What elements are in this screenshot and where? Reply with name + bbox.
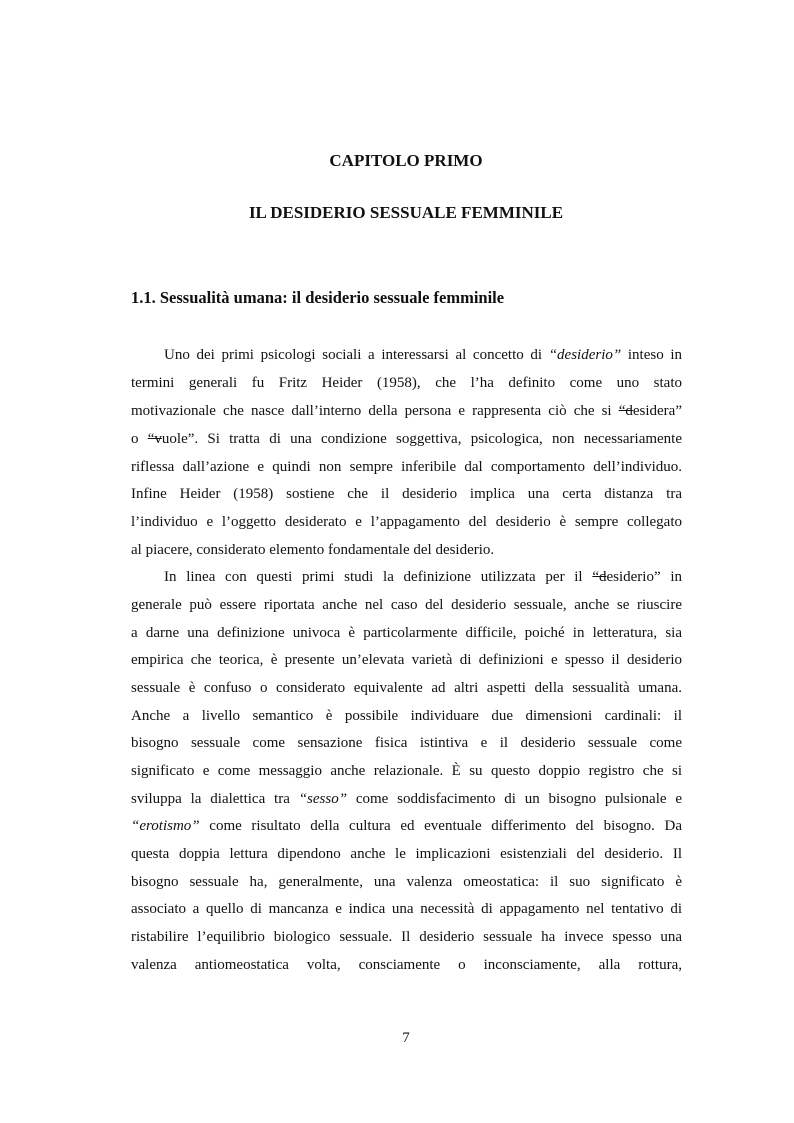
body-line — [131, 706, 682, 726]
line-text: termini generali fu Fritz Heider (1958), che l’ha definito come uno stato — [131, 375, 682, 391]
line-text: riflessa dall’azione e quindi non sempre inferibile dal comportamento dell’individuo. — [131, 459, 682, 475]
body-line — [131, 816, 682, 836]
line-text: al piacere, considerato elemento fondamentale del desiderio. — [131, 542, 495, 558]
body-line — [131, 761, 682, 781]
body-line — [131, 401, 682, 421]
struck-quote: “d — [618, 403, 633, 419]
chapter-title: IL DESIDERIO SESSUALE FEMMINILE — [248, 203, 564, 222]
struck-quote: “d — [592, 569, 607, 585]
body-line — [131, 955, 682, 975]
section-heading: 1.1. Sessualità umana: il desiderio sessuale femminile — [131, 288, 505, 307]
line-text: o — [131, 431, 148, 447]
body-line — [131, 345, 682, 365]
italic-term: “erotismo” — [131, 818, 200, 834]
body-line — [131, 457, 682, 477]
body-line — [131, 373, 682, 393]
line-text: questa doppia lettura dipendono anche le implicazioni esistenziali del desiderio. Il — [131, 846, 682, 862]
body-line — [131, 844, 682, 864]
body-line — [131, 789, 682, 809]
body-line — [131, 927, 682, 947]
line-text: motivazionale che nasce dall’interno della persona e rappresenta ciò che si — [131, 403, 619, 419]
body-line — [131, 623, 682, 643]
italic-term: “desiderio” — [548, 347, 622, 363]
line-text: In linea con questi primi studi la definizione utilizzata per il — [164, 569, 593, 585]
body-line — [131, 484, 682, 504]
line-text: bisogno sessuale ha, generalmente, una valenza omeostatica: il suo significato è — [131, 874, 682, 890]
line-text: sviluppa la dialettica tra — [131, 791, 299, 807]
body-line — [131, 567, 682, 587]
line-text: empirica che teorica, è presente un’elevata varietà di definizioni e spesso il desiderio — [131, 652, 682, 668]
body-line — [131, 678, 682, 698]
body-line — [131, 512, 682, 532]
body-line — [131, 650, 682, 670]
body-line — [131, 595, 682, 615]
italic-term: “sesso” — [298, 791, 348, 807]
body-line — [131, 733, 682, 753]
line-text: a darne una definizione univoca è particolarmente difficile, poiché in letteratura, sia — [131, 625, 682, 641]
body-line — [131, 540, 682, 560]
line-text: sessuale è confuso o considerato equivalente ad altri aspetti della sessualità umana. — [131, 680, 682, 696]
line-text: bisogno sessuale come sensazione fisica istintiva e il desiderio sessuale come — [131, 735, 682, 751]
line-text: generale può essere riportata anche nel caso del desiderio sessuale, anche se riuscire — [131, 597, 682, 613]
line-text: Uno dei primi psicologi sociali a interessarsi al concetto di — [164, 347, 549, 363]
line-text: Infine Heider (1958) sostiene che il desiderio implica una certa distanza tra — [131, 486, 682, 502]
line-text: significato e come messaggio anche relazionale. È su questo doppio registro che si — [131, 763, 682, 779]
chapter-heading: CAPITOLO PRIMO — [329, 151, 483, 170]
page-number: 7 — [402, 1030, 410, 1046]
line-text: Anche a livello semantico è possibile individuare due dimensioni cardinali: il — [131, 708, 682, 724]
line-text: esiderio” in — [606, 569, 682, 585]
line-text: associato a quello di mancanza e indica una necessità di appagamento nel tentativo di — [131, 901, 682, 917]
line-text: come risultato della cultura ed eventuale differimento del bisogno. Da — [199, 818, 682, 834]
line-text: come soddisfacimento di un bisogno pulsionale e — [347, 791, 682, 807]
body-line — [131, 899, 682, 919]
body-line — [131, 429, 682, 449]
struck-quote: “v — [147, 431, 162, 447]
line-text: ristabilire l’equilibrio biologico sessuale. Il desiderio sessuale ha invece spesso una — [131, 929, 682, 945]
line-text: l’individuo e l’oggetto desiderato e l’appagamento del desiderio è sempre collegato — [131, 514, 682, 530]
body-line — [131, 872, 682, 892]
line-text: valenza antiomeostatica volta, consciamente o inconsciamente, alla rottura, — [131, 957, 682, 973]
line-text: inteso in — [621, 347, 683, 363]
line-text: esidera” — [632, 403, 682, 419]
line-text: uole”. Si tratta di una condizione soggettiva, psicologica, non necessariamente — [161, 431, 683, 447]
